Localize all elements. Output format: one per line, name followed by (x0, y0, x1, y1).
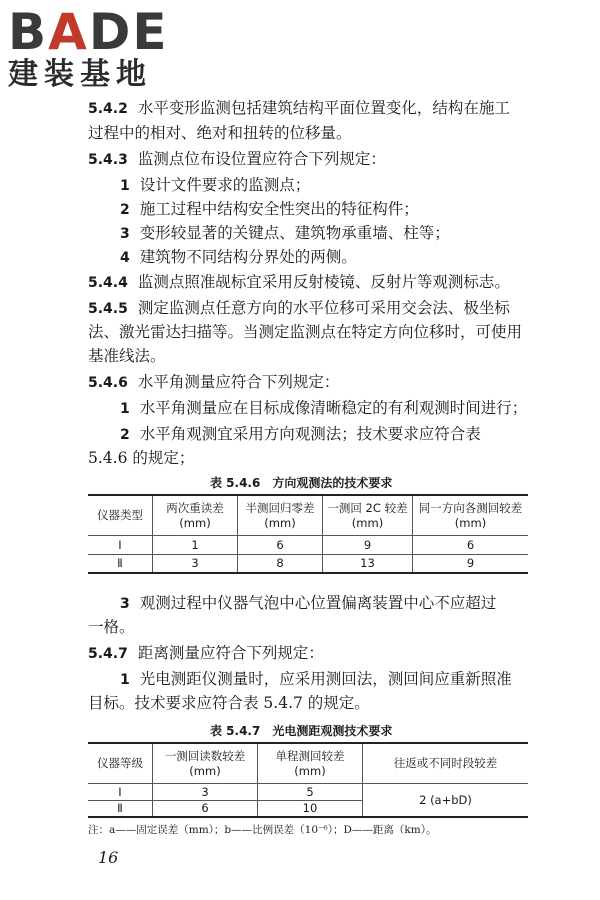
clause-5-4-3-item: 2 施工过程中结构安全性突出的特征构件； (120, 200, 419, 218)
clause-5-4-5-cont: 基准线法。 (88, 347, 166, 365)
page-number: 16 (98, 848, 119, 867)
clause-5-4-3-item: 3 变形较显著的关键点、建筑物承重墙、柱等； (120, 224, 450, 242)
clause-5-4-4: 5.4.4 监测点照准觇标宜采用反射棱镜、反射片等观测标志。 (88, 273, 510, 291)
table-header-row (88, 495, 528, 535)
table-cell: 8 (238, 554, 323, 573)
clause-5-4-6-item-cont: 5.4.6 的规定； (88, 449, 195, 467)
table-cell: 13 (323, 554, 413, 573)
bade-logo (8, 3, 178, 96)
table-cell: 3 (153, 554, 238, 573)
table-header-cell: 仪器类型 (88, 495, 153, 535)
clause-5-4-6-item: 1 水平角测量应在目标成像清晰稳定的有利观测时间进行； (120, 399, 528, 417)
clause-5-4-6: 5.4.6 水平角测量应符合下列规定： (88, 373, 340, 391)
table-header-cell: 一测回读数较差 (mm) (153, 743, 258, 783)
table-cell: Ⅰ (88, 535, 153, 554)
table-cell: 9 (323, 535, 413, 554)
table-5-4-7-note: 注：a——固定误差（mm）；b——比例误差（10⁻⁶）；D——距离（km）。 (88, 824, 437, 836)
table-5-4-6 (88, 494, 528, 574)
logo-subtitle: 建装基地 (8, 57, 152, 92)
table-cell: 6 (238, 535, 323, 554)
table-header-cell: 单程测回较差 (mm) (258, 743, 363, 783)
table-header-cell: 同一方向各测回较差 (mm) (413, 495, 529, 535)
table-cell: 3 (153, 783, 258, 800)
clause-5-4-7: 5.4.7 距离测量应符合下列规定： (88, 644, 324, 662)
table-header-cell: 往返或不同时段较差 (363, 743, 529, 783)
table-cell: 1 (153, 535, 238, 554)
table-cell-merged: 2 (a+bD) (363, 783, 529, 817)
clause-5-4-7-item: 1 光电测距仪测量时，应采用测回法，测回间应重新照准 (120, 670, 512, 688)
clause-5-4-3-item: 1 设计文件要求的监测点； (120, 176, 311, 194)
table-cell: 5 (258, 783, 363, 800)
clause-5-4-3: 5.4.3 监测点位布设位置应符合下列规定： (88, 150, 386, 168)
table-header-cell: 半测回归零差 (mm) (238, 495, 323, 535)
table-header-cell: 一测回 2C 较差 (mm) (323, 495, 413, 535)
table-header-cell: 两次重读差 (mm) (153, 495, 238, 535)
clause-5-4-7-item-cont: 目标。技术要求应符合表 5.4.7 的规定。 (88, 694, 370, 712)
table-cell: 9 (413, 554, 529, 573)
table-5-4-7 (88, 742, 528, 818)
table-row (88, 535, 528, 554)
logo-wordmark: BADE (8, 3, 169, 61)
table-5-4-7-caption: 表 5.4.7 光电测距观测技术要求 (210, 724, 393, 738)
clause-5-4-5: 5.4.5 测定监测点任意方向的水平位移可采用交会法、极坐标 (88, 299, 510, 317)
clause-5-4-5-cont: 法、激光雷达扫描等。当测定监测点在特定方向位移时，可使用 (88, 323, 523, 341)
table-cell: Ⅱ (88, 554, 153, 573)
table-cell: Ⅱ (88, 800, 153, 817)
table-cell: Ⅰ (88, 783, 153, 800)
clause-5-4-2: 5.4.2 水平变形监测包括建筑结构平面位置变化，结构在施工 (88, 99, 510, 117)
table-cell: 6 (153, 800, 258, 817)
clause-5-4-3-item: 4 建筑物不同结构分界处的两侧。 (120, 248, 357, 266)
clause-5-4-6-item-cont: 一格。 (88, 618, 135, 636)
table-header-row (88, 743, 528, 783)
clause-5-4-6-item: 3 观测过程中仪器气泡中心位置偏离装置中心不应超过 (120, 594, 497, 612)
table-row (88, 783, 528, 800)
clause-5-4-6-item: 2 水平角观测宜采用方向观测法；技术要求应符合表 (120, 425, 481, 443)
table-header-cell: 仪器等级 (88, 743, 153, 783)
clause-5-4-2-cont: 过程中的相对、绝对和扭转的位移量。 (88, 124, 352, 142)
table-5-4-6-caption: 表 5.4.6 方向观测法的技术要求 (210, 476, 393, 490)
table-cell: 10 (258, 800, 363, 817)
table-cell: 6 (413, 535, 529, 554)
table-row (88, 554, 528, 573)
